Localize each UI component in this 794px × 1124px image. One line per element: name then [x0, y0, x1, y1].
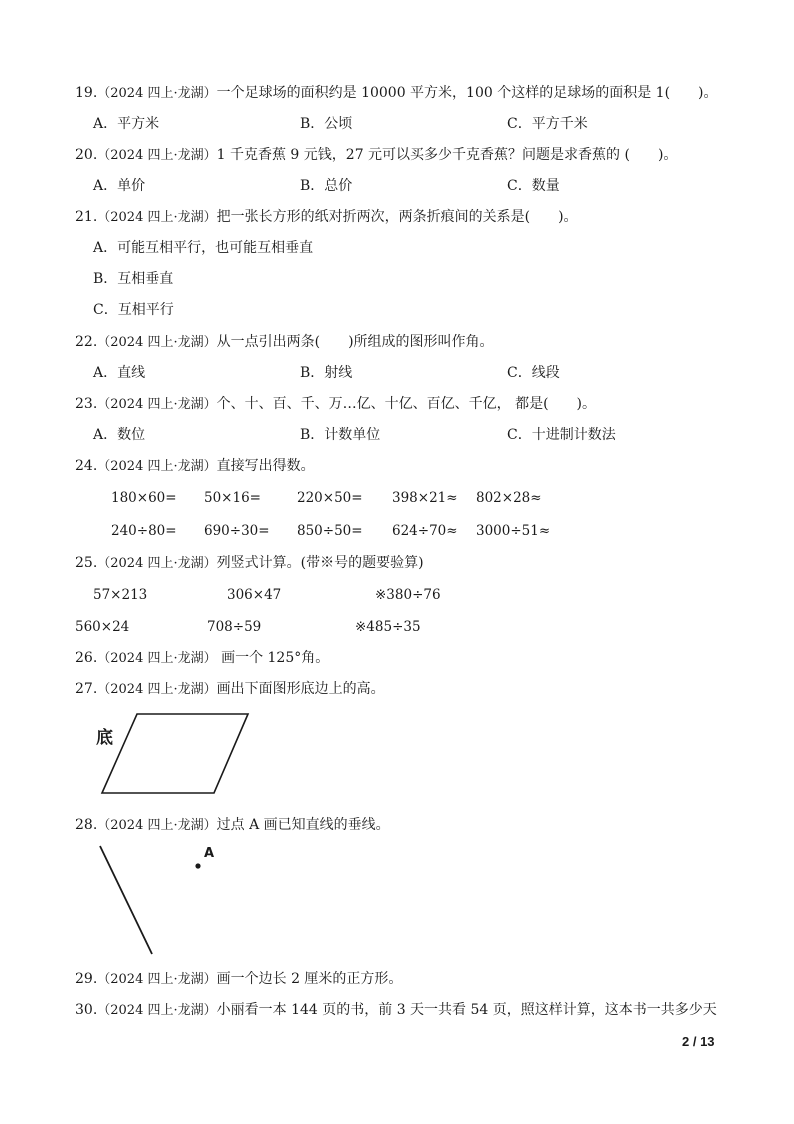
question-text: 个、十、百、千、万…亿、十亿、百亿、千亿， 都是( )。 — [216, 396, 596, 412]
option-c: C．十进制计数法 — [507, 427, 616, 443]
calc-item: ※380÷76 — [375, 587, 441, 603]
calc-item: 240÷80= — [111, 523, 177, 539]
page-number: 2 / 13 — [682, 1034, 715, 1049]
option-b: B．互相垂直 — [93, 271, 174, 287]
question-source: （2024 四上·龙湖） — [97, 1003, 217, 1018]
option-a: A．数位 — [93, 427, 146, 443]
question-number: 30. — [75, 1002, 98, 1018]
question-source: （2024 四上·龙湖） — [97, 459, 217, 474]
question-source: （2024 四上·龙湖） — [97, 86, 217, 101]
question-text: 画一个边长 2 厘米的正方形。 — [216, 971, 403, 987]
question-number: 21. — [75, 209, 98, 225]
question-text: 一个足球场的面积约是 10000 平方米，100 个这样的足球场的面积是 1( )。 — [216, 85, 718, 101]
question-number: 24. — [75, 458, 98, 474]
calc-item: 708÷59 — [207, 619, 262, 635]
calc-item: 220×50= — [297, 490, 363, 506]
question-number: 25. — [75, 555, 98, 571]
option-a: A．可能互相平行，也可能互相垂直 — [93, 240, 314, 256]
question-number: 28. — [75, 817, 98, 833]
question-text: 从一点引出两条( )所组成的图形叫作角。 — [216, 334, 494, 350]
calc-item: ※485÷35 — [355, 619, 421, 635]
calc-item: 50×16= — [204, 490, 261, 506]
question-text: 1 千克香蕉 9 元钱，27 元可以买多少千克香蕉？问题是求香蕉的 ( )。 — [216, 147, 678, 163]
question-text: 画出下面图形底边上的高。 — [216, 681, 385, 697]
question-30 — [75, 1001, 717, 1020]
option-c: C．数量 — [507, 178, 560, 194]
calc-item: 690÷30= — [204, 523, 270, 539]
calc-item: 802×28≈ — [476, 490, 542, 506]
question-number: 19. — [75, 85, 98, 101]
option-a: A．平方米 — [93, 116, 160, 132]
calc-item: 3000÷51≈ — [476, 523, 551, 539]
question-source: （2024 四上·龙湖） — [97, 818, 217, 833]
question-source: （2024 四上·龙湖） — [97, 556, 217, 571]
option-c: C．互相平行 — [93, 302, 174, 318]
given-line — [100, 846, 152, 954]
calc-item: 306×47 — [227, 587, 282, 603]
option-b: B．射线 — [300, 365, 353, 381]
question-source: （2024 四上·龙湖） — [97, 335, 217, 350]
option-a: A．单价 — [93, 178, 146, 194]
calc-item: 624÷70≈ — [392, 523, 458, 539]
calc-item: 398×21≈ — [392, 490, 458, 506]
question-29 — [75, 970, 402, 989]
question-number: 27. — [75, 681, 98, 697]
calc-item: 180×60= — [111, 490, 177, 506]
question-text: 过点 A 画已知直线的垂线。 — [216, 817, 390, 833]
question-number: 22. — [75, 334, 98, 350]
option-b: B．计数单位 — [300, 427, 381, 443]
question-source: （2024 四上·龙湖） — [97, 397, 217, 412]
point-a — [195, 863, 200, 868]
question-source: （2024 四上·龙湖） — [97, 210, 217, 225]
parallelogram-shape — [102, 714, 248, 793]
question-text: 小丽看一本 144 页的书，前 3 天一共看 54 页，照这样计算，这本书一共多少天 — [216, 1002, 717, 1018]
question-source: （2024 四上·龙湖） — [97, 651, 217, 666]
question-number: 26. — [75, 650, 98, 666]
question-text: 列竖式计算。(带※号的题要验算) — [216, 555, 424, 571]
option-b: B．公顷 — [300, 116, 353, 132]
question-source: （2024 四上·龙湖） — [97, 972, 217, 987]
question-source: （2024 四上·龙湖） — [97, 148, 217, 163]
question-number: 23. — [75, 396, 98, 412]
option-a: A．直线 — [93, 365, 146, 381]
calc-item: 850÷50= — [297, 523, 363, 539]
question-number: 20. — [75, 147, 98, 163]
calc-item: 560×24 — [75, 619, 130, 635]
option-b: B．总价 — [300, 178, 353, 194]
question-source: （2024 四上·龙湖） — [97, 682, 217, 697]
option-c: C．平方千米 — [507, 116, 588, 132]
option-c: C．线段 — [507, 365, 560, 381]
point-a-label: A — [204, 846, 215, 861]
question-text: 直接写出得数。 — [216, 458, 315, 474]
question-text: 画一个 125°角。 — [216, 650, 330, 666]
base-label: 底 — [96, 728, 113, 748]
question-number: 29. — [75, 971, 98, 987]
calc-item: 57×213 — [93, 587, 148, 603]
question-text: 把一张长方形的纸对折两次，两条折痕间的关系是( )。 — [216, 209, 578, 225]
